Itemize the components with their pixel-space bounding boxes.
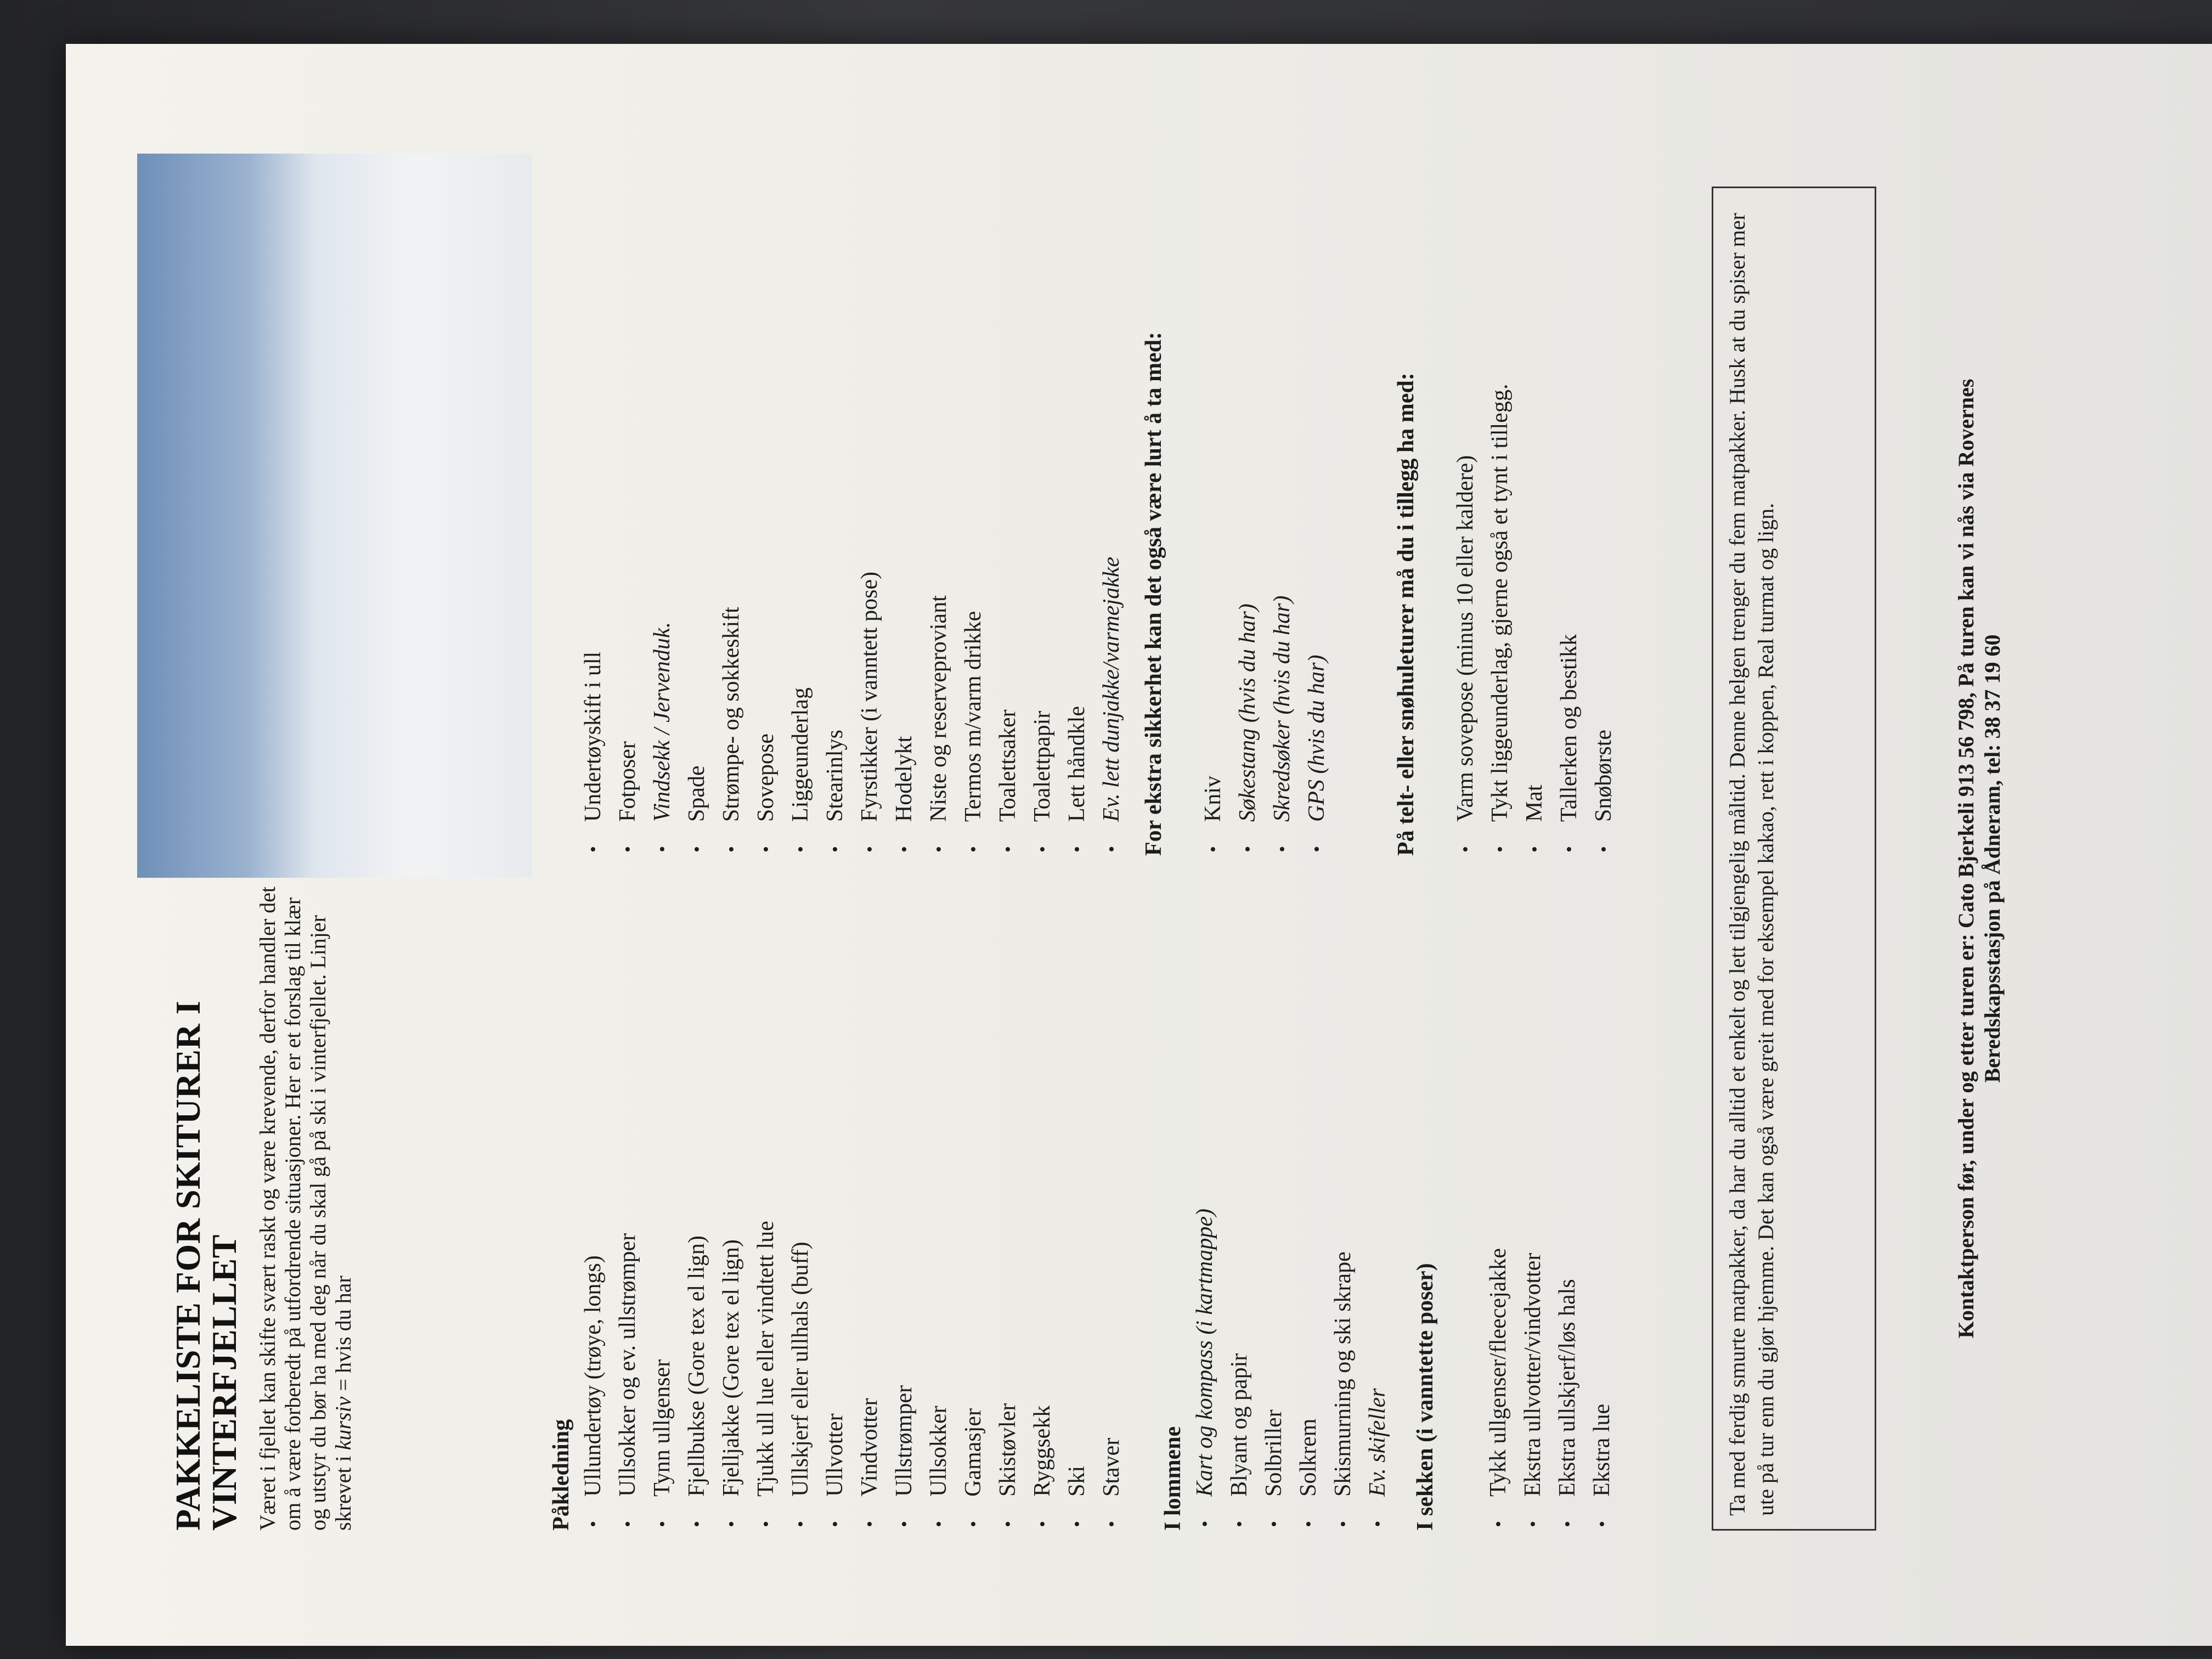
list-item: • GPS (hvis du har) (1300, 170, 1334, 856)
list-item: • Hodelykt (887, 170, 922, 856)
list-item: • Ullsokker (922, 900, 956, 1531)
list-item: • Tynn ullgenser (645, 900, 680, 1531)
list-item: • Tykt liggeunderlag, gjerne også et tynt i tillegg. (1483, 225, 1517, 856)
list-item: • Tykk ullgenser/fleecejakke (1481, 900, 1516, 1531)
list-item: • Strømpe- og sokkeskift (714, 170, 749, 856)
contact-line-2: Beredskapsstasjon på Ådneram, tel: 38 37 19 60 (1980, 634, 2005, 1083)
list-item: • Liggeunderlag (783, 170, 818, 856)
list-item: • Søkestang (hvis du har) (1231, 170, 1265, 856)
list-item: • Ev. skifeller (1361, 900, 1395, 1531)
list-item: • Skredsøker (hvis du har) (1265, 170, 1300, 856)
list-item: • Kniv (1196, 170, 1231, 856)
list-item: • Vindvotter (853, 900, 887, 1531)
section-title-lommene: I lommene (1160, 1426, 1186, 1531)
intro-text: Været i fjellet kan skifte svært raskt og være krevende, derfor handler det om å være forberedt på utfordrende situasjoner. Her er et forslag til klær og utstyr du bør ha med deg når du skal gå på ski i vinterfjellet. Linjer skrevet i kursiv = hvis du har (255, 886, 356, 1531)
list-item: • Lett håndkle (1060, 170, 1094, 856)
section-title-snohule: På telt- eller snøhuleturer må du i tillegg ha med: (1393, 373, 1419, 856)
list-snohule (1448, 225, 1621, 856)
list-sekken (1481, 900, 1620, 1531)
list-item: • Niste og reserveproviant (922, 170, 956, 856)
list-item: • Fyrstikker (i vanntett pose) (853, 170, 887, 856)
list-item: • Ekstra ullskjerf/løs hals (1550, 900, 1585, 1531)
section-title-pakledning: Påkledning (549, 1419, 574, 1531)
section-title-sekken: I sekken (i vanntette poser) (1413, 1263, 1438, 1531)
list-item: • Stearinlys (818, 170, 853, 856)
section-title-sikkerhet: For ekstra sikkerhet kan det også være lurt å ta med: (1141, 331, 1166, 856)
list-item: • Spade (680, 170, 714, 856)
list-item: • Toalettpapir (1025, 170, 1060, 856)
list-item: • Skistøvler (991, 900, 1025, 1531)
list-item: • Ullsokker og ev. ullstrømper (611, 900, 645, 1531)
list-sikkerhet (1196, 170, 1334, 856)
list-item: • Ekstra ullvotter/vindvotter (1516, 900, 1550, 1531)
list-item: • Ullstrømper (887, 900, 922, 1531)
list-item: • Fotposer (611, 170, 645, 856)
list-item: • Vindsekk / Jervenduk. (645, 170, 680, 856)
list-item: • Undertøyskift i ull (576, 170, 611, 856)
list-item: • Sovepose (749, 170, 783, 856)
intro-italic-word: kursiv (331, 1396, 356, 1451)
list-item: • Tjukk ull lue eller vindtett lue (749, 900, 783, 1531)
paper-sheet (66, 44, 2212, 1646)
list-item: • Fjelljakke (Gore tex el lign) (714, 900, 749, 1531)
list-item: • Fjellbukse (Gore tex el lign) (680, 900, 714, 1531)
list-item: • Mat (1517, 225, 1552, 856)
list-item: • Ryggsekk (1025, 900, 1060, 1531)
list-item: • Ev. lett dunjakke/varmejakke (1094, 170, 1129, 856)
list-item: • Termos m/varm drikke (956, 170, 991, 856)
list-item: • Snøbørste (1587, 225, 1621, 856)
page-content (66, 44, 2212, 1646)
page-title: PAKKELISTE FOR SKITURER I VINTERFJELLET (168, 1000, 244, 1531)
list-item: • Ullskjerf eller ullhals (buff) (783, 900, 818, 1531)
list-item: • Solbriller (1257, 900, 1291, 1531)
list-item: • Skismurning og ski skrape (1326, 900, 1361, 1531)
list-pakledning (576, 900, 1129, 1531)
list-item: • Solkrem (1291, 900, 1326, 1531)
list-item: • Staver (1094, 900, 1129, 1531)
info-note-box: Ta med ferdig smurte matpakker, da har du alltid et enkelt og lett tilgjengelig måltid. Denne helgen trenger du fem matpakker. Husk at du spiser mer ute på tur enn du gjør hjemme. Det kan også være greit med for eksempel kakao, rett i koppen, Real turmat og lign. (1712, 187, 1876, 1531)
list-item: • Blyant og papir (1222, 900, 1257, 1531)
contact-line-1: Kontaktperson før, under og etter turen er: Cato Bjerkeli 913 56 798, På turen kan vi nås via Rovernes (1954, 379, 1978, 1339)
list-lommene (1188, 900, 1395, 1531)
list-right-column (576, 170, 1129, 856)
contact-info (1953, 187, 2006, 1531)
list-item: • Kart og kompass (i kartmappe) (1188, 900, 1222, 1531)
list-item: • Ullvotter (818, 900, 853, 1531)
list-item: • Ekstra lue (1585, 900, 1620, 1531)
list-item: • Gamasjer (956, 900, 991, 1531)
list-item: • Ski (1060, 900, 1094, 1531)
list-item: • Ullundertøy (trøye, longs) (576, 900, 611, 1531)
list-item: • Varm sovepose (minus 10 eller kaldere) (1448, 225, 1483, 856)
skiers-photo (137, 154, 532, 878)
list-item: • Tallerken og bestikk (1552, 225, 1587, 856)
list-item: • Toalettsaker (991, 170, 1025, 856)
